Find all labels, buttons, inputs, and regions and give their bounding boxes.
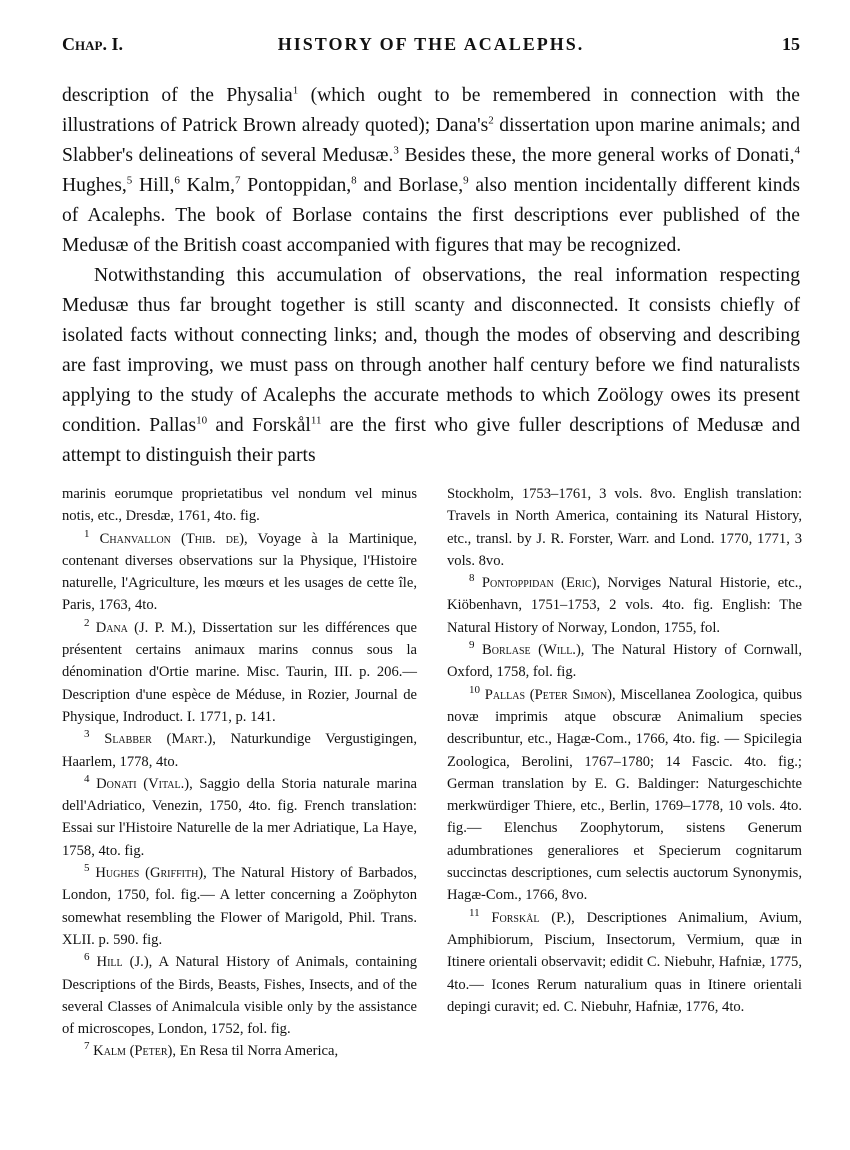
footnote-ref-3: 3	[393, 144, 399, 157]
body-paragraph-1: description of the Physalia$^1$ (which ought to be remembered in connection with the illustrations of Patrick Brown already quoted); $Dana's^2$ dissertation upon marine animals; and Slabber's delineations of several Medusæ.$^3$ Besides these, the more general works of Donati,$^4$ Hughes,$^5$ Hill,$^6$ Kalm,$^7$ Pontoppidan,$^8$ and Borlase,$^9$ also mention incidentally different kinds of Acalephs. The book of Borlase contains the first descriptions ever published of the Medusæ of the British coast accompanied with figures that may be recognized.	[62, 84, 801, 256]
footnotes	[62, 483, 802, 1063]
footnote-author: Chanvallon (Thib. de),	[99, 530, 248, 547]
footnote-author: Donati (Vital.),	[96, 775, 193, 792]
footnote-author: Borlase (Will.),	[482, 642, 585, 659]
main-text	[62, 81, 800, 471]
running-title: HISTORY OF THE ACALEPHS.	[277, 34, 585, 54]
footnote-9: $^9$ Borlase (Will.), The Natural History of Cornwall, Oxford, 1758, fol. fig.	[447, 639, 803, 681]
footnote-ref-5: 5	[126, 174, 133, 187]
footnote-author: Slabber (Mart.),	[104, 731, 216, 748]
footnote-ref-11: 11	[310, 414, 322, 427]
footnote-continuation: Stockholm, 1753–1761, 3 vols. 8vo. English translation: Travels in North America, containing its Natural History, etc., transl. by J. R. Forster, Warr. and Lond. 1770, 1771, 3 vols. 8vo.	[447, 486, 802, 569]
footnote-11: $^{11}$ Forskål (P.), Descriptiones Animalium, Avium, Amphibiorum, Piscium, Insectorum, Vermium, quæ in Itinere orientali observavit; edidit C. Niebuhr, Hafniæ, 1775, 4to.— Icones Rerum naturalium quas in Itinere orientali depingi curavit; ed. C. Niebuhr, Hafniæ, 1776, 4to.	[447, 906, 802, 1015]
footnotes-right-column	[447, 483, 802, 1063]
page-number: 15	[782, 34, 800, 54]
footnote-10: $^{10}$ Pallas (Peter Simon), Miscellanea Zoologica, quibus novæ imprimis atque obscuræ Animalium species describuntur, etc., Hagæ-Com., 1766, 4to. fig. — Spicilegia Zoologica, Berolini, 1767–1780; 14 Fascic. 4to. fig.; German translation by E. G. Baldinger: Naturgeschichte merkwürdiger Thiere, etc., Berlin, 1769–1778, 10 vols. 4to. fig.— Elenchus Zoophytorum, sistens Generum adumbrationes generaliores et Specierum cognitarum succinctas descriptiones, cum selectis auctorum Synonymis, Hagæ-Com., 1766, 8vo.	[447, 683, 802, 904]
footnote-author: Pallas (Peter Simon),	[484, 686, 616, 703]
chapter-label: Chap. I.	[62, 34, 123, 54]
footnote-1: $^1$ Chanvallon (Thib. de), Voyage à la Martinique, contenant diverses observations sur la Physique, l'Histoire naturelle, l'Agriculture, les mœurs et les usages de cette île, Paris, 1763, 4to.	[62, 527, 417, 614]
footnote-author: Hill (J.),	[96, 954, 153, 971]
footnote-author: Forskål (P.),	[491, 909, 575, 926]
footnote-continuation: marinis eorumque proprietatibus vel nondum vel minus notis, etc., Dresdæ, 1761, 4to. fig.	[62, 486, 417, 525]
footnote-8: $^8$ Pontoppidan (Eric), Norviges Natural Historie, etc., Kiöbenhavn, 1751–1753, 2 vols. 4to. fig. English: The Natural History of Norway, London, 1755, fol.	[447, 572, 803, 636]
body-paragraph-2: Notwithstanding this accumulation of observations, the real information respecting Medusæ thus far brought together is still scanty and disconnected. It consists chiefly of isolated facts without connecting links; and, though the modes of observing and describing are fast improving, we must pass on through another half century before we find naturalists applying to the study of Acalephs the accurate methods to which Zoölogy owes its present condition. Pallas$^{10}$ and Forskål$^{11}$ are the first who give fuller descriptions of Medusæ and attempt to distinguish their parts	[62, 265, 800, 466]
footnote-7: $^7$ Kalm (Peter), En Resa til Norra America,	[84, 1040, 339, 1060]
footnote-ref-10: 10	[196, 414, 208, 427]
footnote-5: $^5$ Hughes (Griffith), The Natural History of Barbados, London, 1750, fol. fig.— A letter concerning a Zoöphyton somewhat resembling the Flower of Marigold, Phil. Trans. XLII. p. 590. fig.	[62, 862, 418, 948]
footnote-ref-7: 7	[235, 174, 241, 187]
footnote-3: $^3$ Slabber (Mart.), Naturkundige Vergustigingen, Haarlem, 1778, 4to.	[62, 728, 417, 770]
footnote-4: $^4$ Donati (Vital.), Saggio della Storia naturale marina dell'Adriatico, Venezin, 1750, 4to. fig. French translation: Essai sur l'Histoire Naturelle de la mer Adriatique, La Haye, 1758, 4to. fig.	[62, 773, 417, 859]
footnote-ref-4: 4	[794, 144, 801, 157]
footnotes-left-column	[62, 483, 417, 1063]
footnote-ref-1: 1	[292, 84, 299, 97]
footnote-ref-8: 8	[351, 174, 357, 187]
footnote-author: Hughes (Griffith),	[95, 865, 207, 882]
footnote-ref-9: 9	[463, 174, 469, 187]
running-header	[62, 34, 800, 56]
footnote-ref-2: 2	[488, 114, 494, 127]
footnote-author: Pontoppidan (Eric),	[481, 575, 601, 592]
footnote-6: $^6$ Hill (J.), A Natural History of Animals, containing Descriptions of the Birds, Beasts, Fishes, Insects, and of the several Classes of Animalcula visible only by the assistance of microscopes, London, 1752, fol. fig.	[62, 951, 417, 1038]
footnote-author: Dana	[95, 619, 128, 636]
footnote-ref-6: 6	[174, 174, 180, 187]
footnote-author: Kalm (Peter),	[93, 1043, 177, 1060]
footnote-2: $^2$ Dana (J. P. M.), Dissertation sur les différences que présentent certains animaux marins connus sous la dénomination d'Ortie marine. Misc. Taurin, III. p. 206.— Description d'une espèce de Méduse, in Rozier, Journal de Physique, Indroduct. I. 1771, p. 141.	[62, 616, 417, 725]
